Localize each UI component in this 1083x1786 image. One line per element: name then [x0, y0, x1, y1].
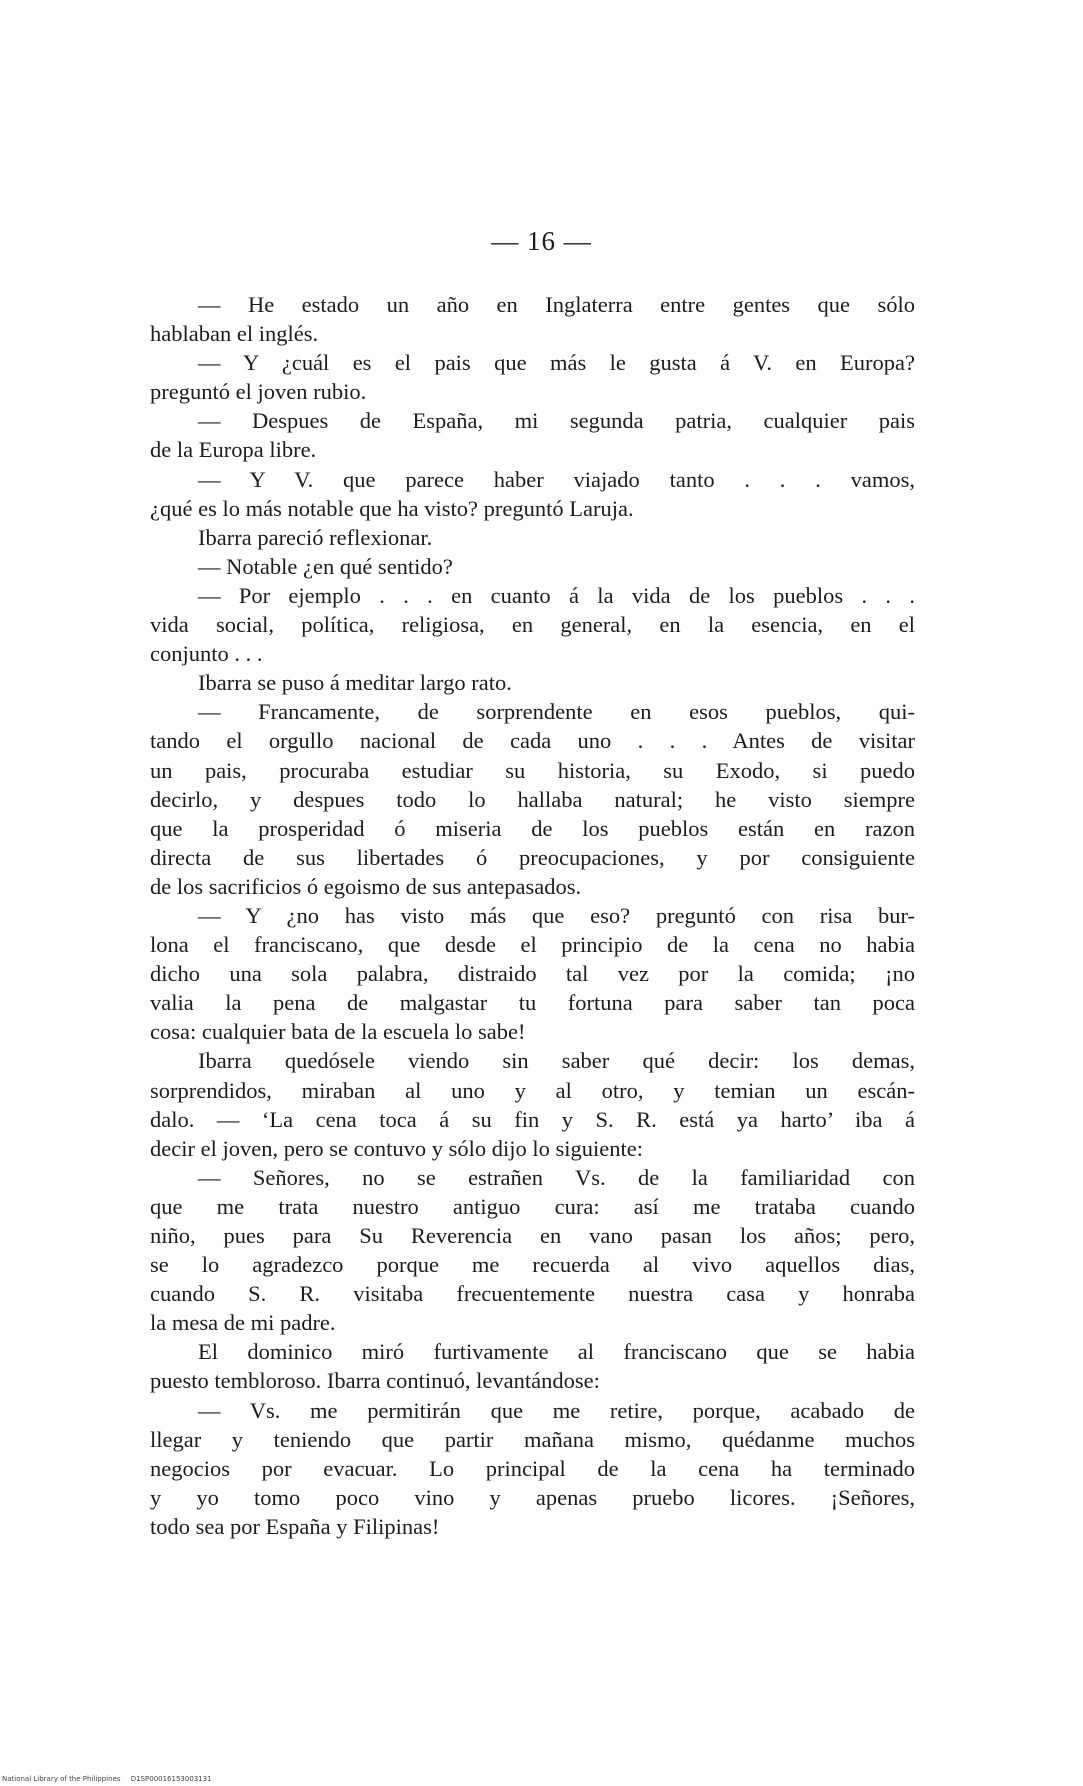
text-line: — Vs. me permitirán que me retire, porque, acabado de — [198, 1397, 915, 1423]
text-line: y yo tomo poco vino y apenas pruebo licores. ¡Señores, — [150, 1484, 915, 1510]
text-line: se lo agradezco porque me recuerda al vivo aquellos dias, — [150, 1252, 915, 1278]
text-line: sorprendidos, miraban al uno y al otro, y temian un escán- — [150, 1077, 915, 1103]
text-line: llegar y teniendo que partir mañana mismo, quédanme muchos — [150, 1426, 915, 1452]
text-line: cosa: cualquier bata de la escuela lo sabe! — [150, 1019, 526, 1045]
footer-stamp — [2, 1775, 220, 1783]
text-line: Ibarra se puso á meditar largo rato. — [198, 670, 512, 696]
page-number: — 16 — — [491, 226, 592, 256]
text-line: — Despues de España, mi segunda patria, cualquier pais — [198, 408, 915, 434]
text-line: un pais, procuraba estudiar su historia, su Exodo, si puedo — [150, 757, 915, 783]
text-line: vida social, política, religiosa, en general, en la esencia, en el — [150, 612, 915, 638]
text-line: cuando S. R. visitaba frecuentemente nuestra casa y honraba — [150, 1281, 915, 1307]
text-line: dalo. — ‘La cena toca á su fin y S. R. está ya harto’ iba á — [150, 1106, 915, 1132]
text-line: lona el franciscano, que desde el principio de la cena no habia — [150, 932, 915, 958]
text-line: decirlo, y despues todo lo hallaba natural; he visto siempre — [150, 786, 915, 812]
text-line: todo sea por España y Filipinas! — [150, 1513, 440, 1539]
text-line: tando el orgullo nacional de cada uno . . . Antes de visitar — [150, 728, 915, 754]
text-line: — Por ejemplo . . . en cuanto á la vida de los pueblos . . . — [198, 582, 915, 608]
text-line: hablaban el inglés. — [150, 321, 319, 347]
text-line: — Señores, no se estrañen Vs. de la familiaridad con — [198, 1164, 915, 1190]
text-line: valia la pena de malgastar tu fortuna para saber tan poca — [150, 990, 915, 1016]
text-line: ¿qué es lo más notable que ha visto? preguntó Laruja. — [150, 495, 634, 521]
text-line: de los sacrificios ó egoismo de sus antepasados. — [150, 873, 582, 899]
text-line: — Y ¿no has visto más que eso? preguntó con risa bur- — [198, 902, 915, 928]
text-line: — Y V. que parece haber viajado tanto . . . vamos, — [198, 466, 915, 492]
text-line: directa de sus libertades ó preocupaciones, y por consiguiente — [150, 844, 915, 870]
text-line: de la Europa libre. — [150, 437, 317, 463]
text-line: niño, pues para Su Reverencia en vano pasan los años; pero, — [150, 1223, 915, 1248]
text-line: — Francamente, de sorprendente en esos pueblos, qui- — [198, 699, 915, 725]
text-line: puesto tembloroso. Ibarra continuó, levantándose: — [150, 1368, 600, 1394]
text-line: — Notable ¿en qué sentido? — [198, 553, 453, 579]
footer-id: D1SP00016153003131 — [130, 1775, 212, 1783]
text-line: Ibarra pareció reflexionar. — [198, 524, 433, 550]
text-line: que la prosperidad ó miseria de los pueblos están en razon — [150, 815, 915, 841]
text-line: dicho una sola palabra, distraido tal vez por la comida; ¡no — [150, 961, 915, 987]
text-line: — He estado un año en Inglaterra entre gentes que sólo — [198, 292, 915, 317]
text-line: que me trata nuestro antiguo cura: así me trataba cuando — [150, 1193, 915, 1219]
body-text — [150, 290, 915, 1541]
text-line: El dominico miró furtivamente al franciscano que se habia — [198, 1339, 915, 1365]
text-line: preguntó el joven rubio. — [150, 379, 367, 405]
text-line: negocios por evacuar. Lo principal de la cena ha terminado — [150, 1455, 915, 1481]
footer-library: National Library of the Philippines — [2, 1775, 121, 1783]
text-line: decir el joven, pero se contuvo y sólo dijo lo siguiente: — [150, 1135, 644, 1161]
text-line: la mesa de mi padre. — [150, 1310, 336, 1336]
text-line: — Y ¿cuál es el pais que más le gusta á V. en Europa? — [198, 350, 915, 376]
text-line: Ibarra quedósele viendo sin saber qué decir: los demas, — [198, 1048, 915, 1074]
text-line: conjunto . . . — [150, 641, 263, 667]
